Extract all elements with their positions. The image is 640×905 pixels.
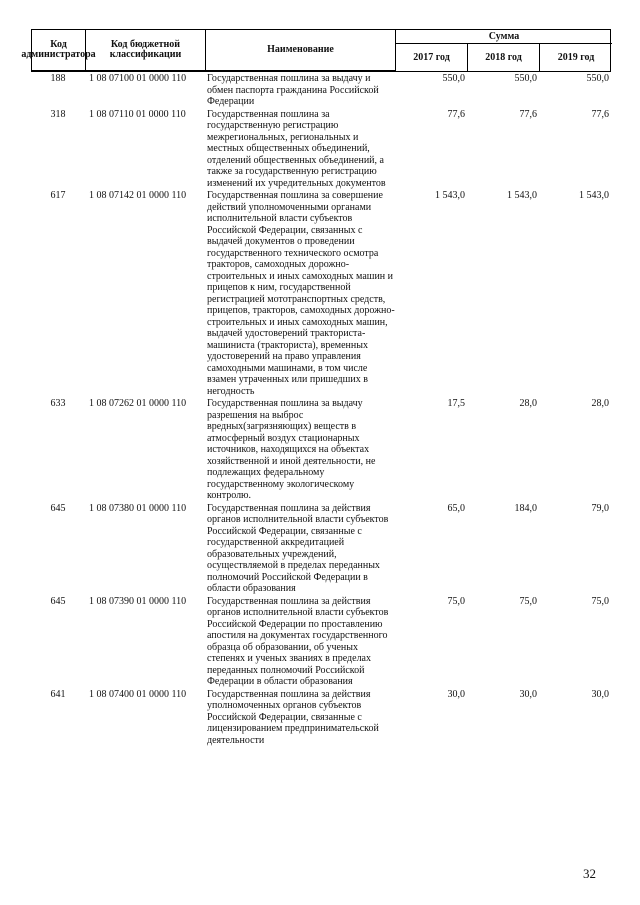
value-2019: 75,0 bbox=[591, 595, 609, 607]
table-row bbox=[31, 502, 611, 595]
header-year-2017: 2017 год bbox=[396, 44, 468, 71]
table-row bbox=[31, 688, 611, 747]
row-name: Государственная пошлина за выдачу и обмен паспорта гражданина Российской Федерации bbox=[207, 73, 379, 107]
header-sum: Сумма bbox=[396, 30, 612, 44]
kbk-code: 1 08 07390 01 0000 110 bbox=[89, 595, 187, 607]
admin-code: 645 bbox=[50, 595, 66, 607]
value-2018: 28,0 bbox=[519, 398, 537, 409]
admin-code: 645 bbox=[50, 502, 66, 514]
value-2018: 184,0 bbox=[514, 502, 537, 514]
value-2019: 1 543,0 bbox=[579, 190, 609, 201]
kbk-code: 1 08 07400 01 0000 110 bbox=[89, 688, 187, 700]
budget-table bbox=[21, 29, 611, 746]
row-name: Государственная пошлина за выдачу разрешения на выброс вредных(загрязняющих) веществ в атмосферный воздух стационарных источников, находящихся на объектах хозяйственной и иной деятельности, не подлежащих федеральному государственному экологическому контролю. bbox=[207, 398, 376, 501]
value-2018: 77,6 bbox=[519, 108, 537, 120]
value-2017: 1 543,0 bbox=[435, 190, 465, 201]
table-row bbox=[31, 595, 611, 688]
row-name: Государственная пошлина за действия органов исполнительной власти субъектов Российской Федерации по проставлению апостиля на документах государственного образца об образовании, об ученых степенях и ученых званиях в пределах переданных полномочий Российской Федерации в области образования bbox=[207, 595, 389, 687]
kbk-code: 1 08 07380 01 0000 110 bbox=[89, 502, 187, 514]
header-code-admin: Код администратора bbox=[32, 30, 86, 71]
admin-code: 188 bbox=[50, 73, 66, 84]
table-row bbox=[31, 189, 611, 397]
value-2018: 75,0 bbox=[519, 595, 537, 607]
admin-code: 633 bbox=[50, 398, 66, 409]
kbk-code: 1 08 07262 01 0000 110 bbox=[89, 398, 187, 409]
header-year-2018: 2018 год bbox=[468, 44, 540, 71]
table-header bbox=[21, 29, 611, 72]
value-2018: 30,0 bbox=[519, 688, 537, 700]
admin-code: 617 bbox=[50, 190, 66, 201]
table-row bbox=[31, 397, 611, 502]
row-name: Государственная пошлина за совершение действий уполномоченными органами исполнительной власти субъектов Российской Федерации, связанных с выдачей документов о проведении государственного технического осмотра тракторов, самоходных дорожно-строительных и иных самоходных машин и прицепов к ним, государственной регистрацией мототранспортных средств, прицепов, тракторов, самоходных дорожно-строительных и иных самоходных машин, выдачей удостоверений тракториста-машиниста (тракториста), временных удостоверений на право управления самоходными машинами, в том числе взамен утраченных или пришедших в негодность bbox=[207, 190, 395, 397]
kbk-code: 1 08 07110 01 0000 110 bbox=[89, 108, 186, 120]
value-2019: 79,0 bbox=[591, 502, 609, 514]
header-years bbox=[396, 44, 612, 71]
value-2017: 65,0 bbox=[447, 502, 465, 514]
value-2017: 550,0 bbox=[442, 73, 465, 84]
value-2018: 1 543,0 bbox=[507, 190, 537, 201]
value-2017: 17,5 bbox=[447, 398, 465, 409]
header-kbk: Код бюджетной классификации bbox=[86, 30, 206, 71]
value-2018: 550,0 bbox=[514, 73, 537, 84]
page-number: 32 bbox=[583, 866, 596, 881]
value-2019: 550,0 bbox=[586, 73, 609, 84]
row-name: Государственная пошлина за действия уполномоченных органов субъектов Российской Федерации, связанные с лицензированием предпринимательской деятельности bbox=[207, 688, 379, 746]
row-name: Государственная пошлина за действия органов исполнительной власти субъектов Российской Федерации, связанные с государственной аккредитацией образовательных учреждений, осуществляемой в пределах переданных полномочий Российской Федерации в области образования bbox=[207, 502, 389, 594]
value-2017: 30,0 bbox=[447, 688, 465, 700]
value-2017: 75,0 bbox=[447, 595, 465, 607]
row-name: Государственная пошлина за государственную регистрацию межрегиональных, региональных и местных общественных объединений, отделений общественных объединений, а также за государственную регистрацию изменений их учредительных документов bbox=[207, 108, 386, 189]
header-year-2019: 2019 год bbox=[557, 51, 595, 63]
value-2019: 30,0 bbox=[591, 688, 609, 700]
table-row bbox=[31, 108, 611, 190]
kbk-code: 1 08 07142 01 0000 110 bbox=[89, 190, 187, 201]
table-row bbox=[31, 72, 611, 108]
kbk-code: 1 08 07100 01 0000 110 bbox=[89, 73, 187, 84]
admin-code: 641 bbox=[50, 688, 66, 700]
admin-code: 318 bbox=[50, 108, 66, 120]
value-2019: 77,6 bbox=[591, 108, 609, 120]
header-name: Наименование bbox=[206, 30, 396, 71]
value-2017: 77,6 bbox=[447, 108, 465, 120]
value-2019: 28,0 bbox=[591, 398, 609, 409]
